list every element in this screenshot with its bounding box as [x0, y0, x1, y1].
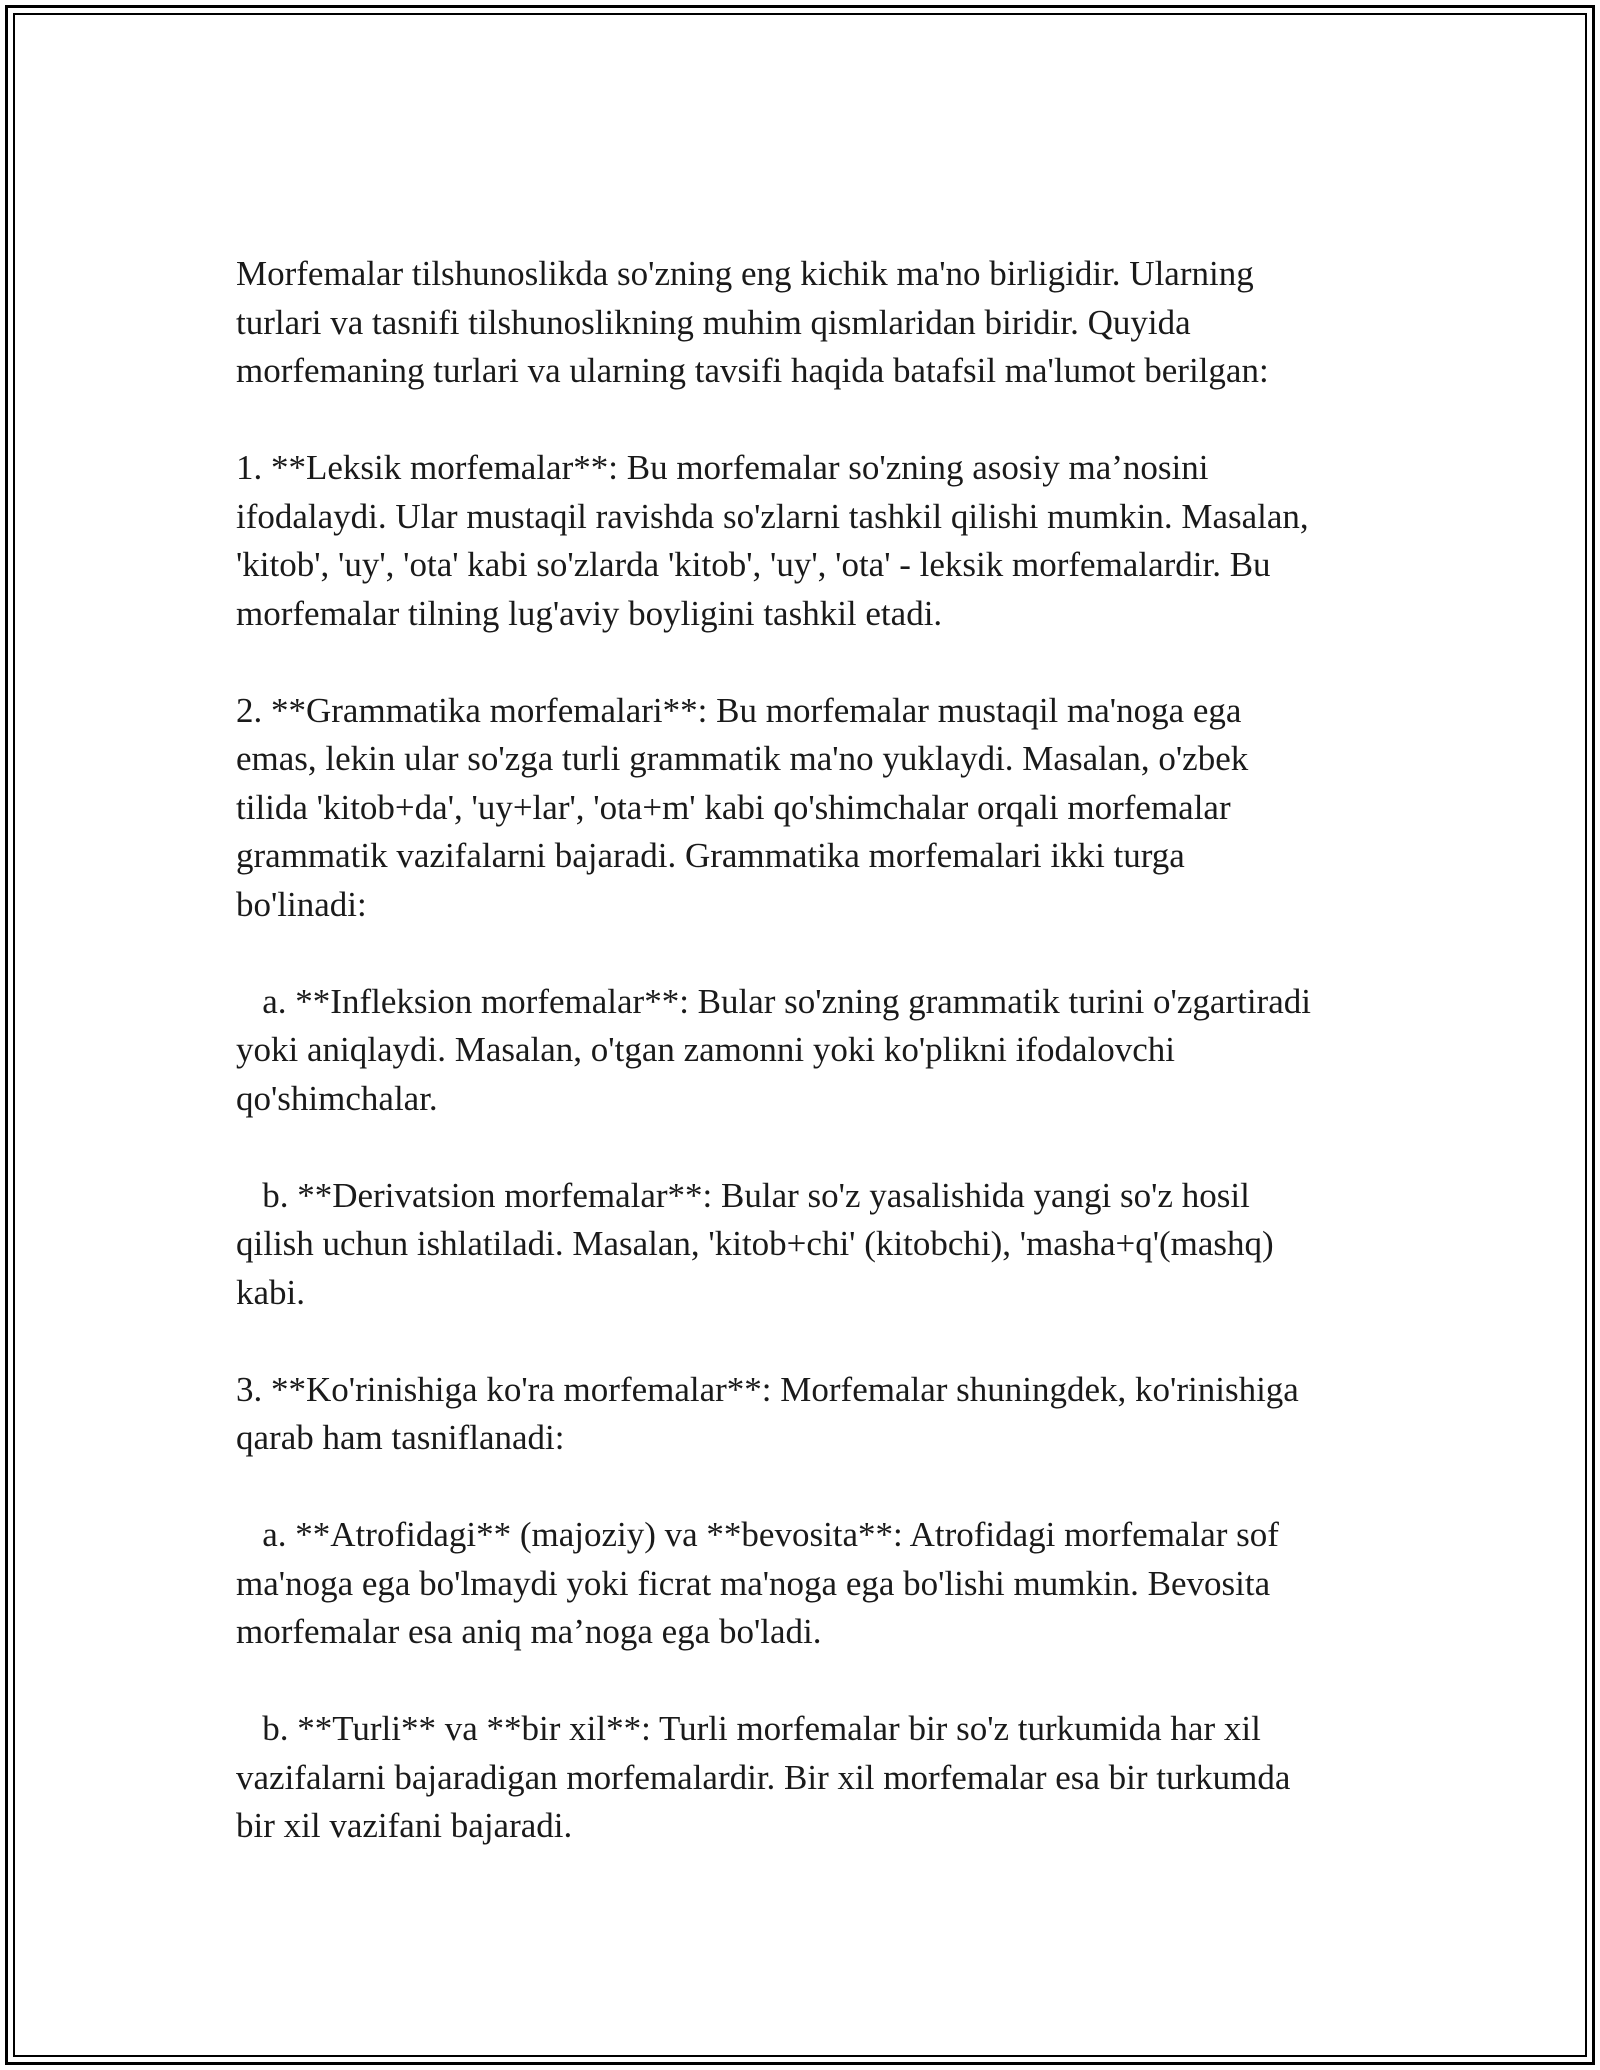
- section-korinishiga-kora-morfemalar: 3. **Ko'rinishiga ko'ra morfemalar**: Morfemalar shuningdek, ko'rinishiga qarab ham tasniflanadi:: [236, 1369, 1299, 1457]
- section-leksik-morfemalar: 1. **Leksik morfemalar**: Bu morfemalar so'zning asosiy ma’nosini ifodalaydi. Ular mustaqil ravishda so'zlarni tashkil qilishi mumkin. Masalan, 'kitob', 'uy', 'ota' kabi so'zlarda 'kitob', 'uy', 'ota' - leksik morfemalardir. Bu morfemalar tilning lug'aviy boyligini tashkil etadi.: [236, 448, 1309, 633]
- document-body: [236, 250, 1386, 1899]
- section-grammatika-morfemalari: 2. **Grammatika morfemalari**: Bu morfemalar mustaqil ma'noga ega emas, lekin ular so'zga turli grammatik ma'no yuklaydi. Masalan, o'zbek tilida 'kitob+da', 'uy+lar', 'ota+m' kabi qo'shimchalar orqali morfemalar grammatik vazifalarni bajaradi. Grammatika morfemalari ikki turga bo'linadi:: [236, 690, 1249, 924]
- intro-paragraph: Morfemalar tilshunoslikda so'zning eng kichik ma'no birligidir. Ularning turlari va tasnifi tilshunoslikning muhim qismlaridan biridir. Quyida morfemaning turlari va ularning tavsifi haqida batafsil ma'lumot berilgan:: [236, 254, 1269, 390]
- subsection-turli-bir-xil: b. **Turli** va **bir xil**: Turli morfemalar bir so'z turkumida har xil vazifalarni bajaradigan morfemalardir. Bir xil morfemalar esa bir turkumda bir xil vazifani bajaradi.: [236, 1709, 1291, 1845]
- subsection-atrofidagi-bevosita: a. **Atrofidagi** (majoziy) va **bevosita**: Atrofidagi morfemalar sof ma'noga ega bo'lmaydi yoki ficrat ma'noga ega bo'lishi mumkin. Bevosita morfemalar esa aniq ma’noga ega bo'ladi.: [236, 1515, 1279, 1651]
- subsection-derivatsion-morfemalar: b. **Derivatsion morfemalar**: Bular so'z yasalishida yangi so'z hosil qilish uchun ishlatiladi. Masalan, 'kitob+chi' (kitobchi), 'masha+q'(mashq) kabi.: [236, 1175, 1274, 1312]
- subsection-infleksion-morfemalar: a. **Infleksion morfemalar**: Bular so'zning grammatik turini o'zgartiradi yoki aniqlaydi. Masalan, o'tgan zamonni yoki ko'plikni ifodalovchi qo'shimchalar.: [236, 981, 1311, 1118]
